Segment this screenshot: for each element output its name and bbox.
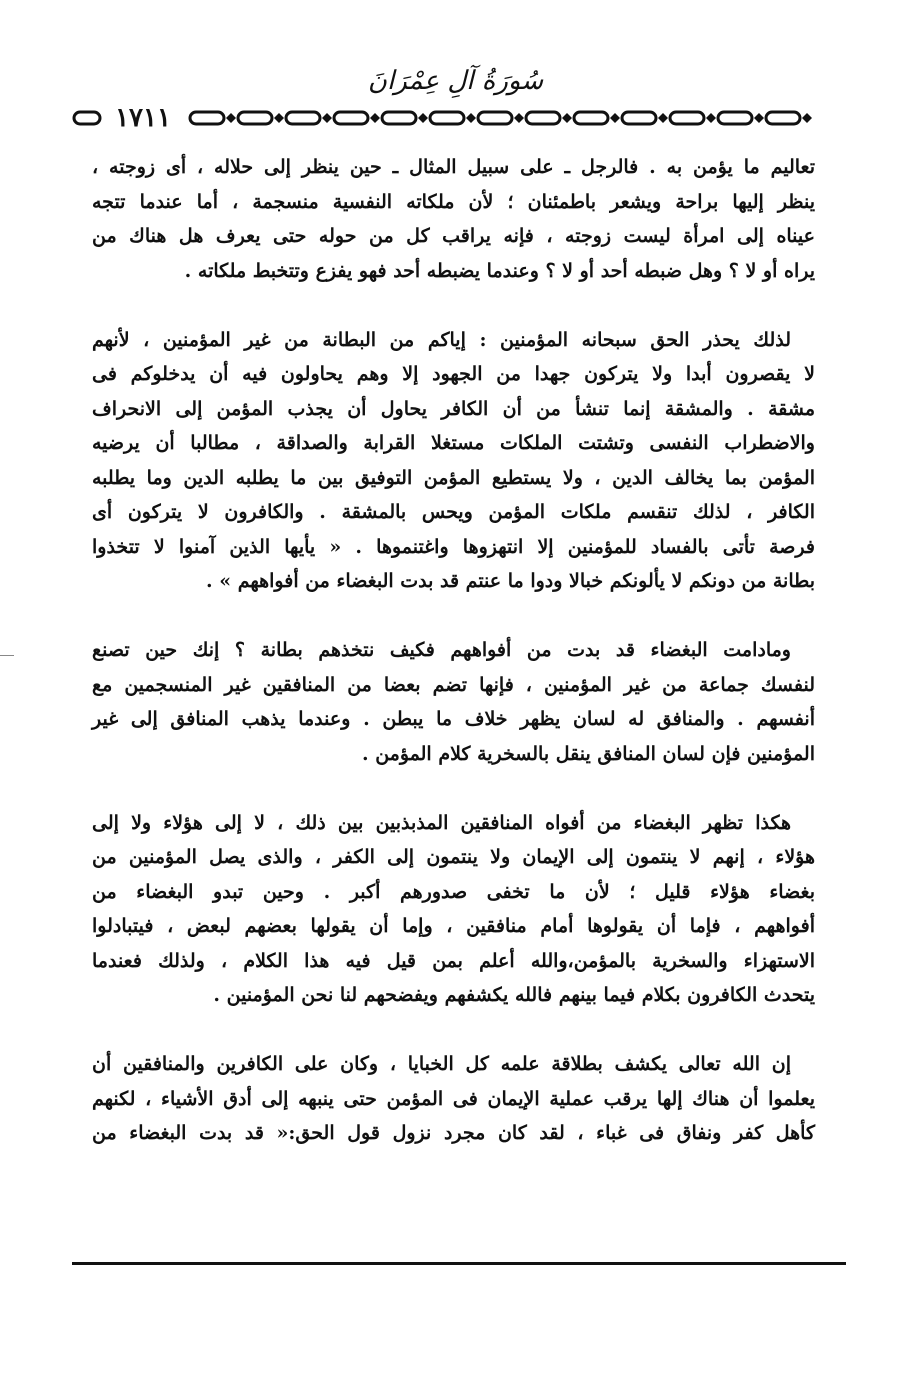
text-line: لا يقصرون أبدا ولا يتركون جهدا من الجهود إلا وهم يحاولون فيه أن يدخلوكم فى — [92, 363, 815, 385]
paragraph-2 — [92, 323, 815, 599]
text-line: ومادامت البغضاء قد بدت من أفواههم فكيف نتخذهم بطانة ؟ إنك حين تصنع — [92, 639, 791, 661]
text-line: بغضاء هؤلاء قليل ؛ لأن ما تخفى صدورهم أكبر . وحين تبدو البغضاء من — [92, 880, 815, 903]
ornamental-chain-icon — [72, 100, 842, 136]
paragraph-5 — [92, 1047, 815, 1151]
text-line: هؤلاء ، إنهم لا ينتمون إلى الإيمان ولا ينتمون إلى الكفر ، والذى يصل المؤمنين من — [92, 846, 815, 868]
text-line: الاستهزاء والسخرية بالمؤمن،والله أعلم بمن قيل فيه هذا الكلام ، ولذلك فعندما — [92, 949, 815, 972]
text-line: المؤمنين فإن لسان المنافق ينقل بالسخرية كلام المؤمن . — [361, 742, 815, 765]
text-line: لذلك يحذر الحق سبحانه المؤمنين : إياكم من البطانة من غير المؤمنين ، لأنهم — [92, 328, 791, 351]
text-line: يراه أو لا ؟ وهل ضبطه أحد أو لا ؟ وعندما يضبطه أحد فهو يفزع وتتخبط ملكاته . — [184, 259, 815, 282]
text-line: يتحدث الكافرون بكلام فيما بينهم فالله يكشفهم ويفضحهم لنا نحن المؤمنين . — [213, 984, 815, 1006]
page-number: ١٧١١ — [103, 100, 183, 136]
text-line: كأهل كفر ونفاق فى غباء ، لقد كان مجرد نزول قول الحق:« قد بدت البغضاء من — [92, 1122, 815, 1144]
ornamental-border — [72, 100, 842, 136]
text-line: لنفسك جماعة من غير المؤمنين ، فإنها تضم بعضا من المنافقين غير المنسجمين مع — [92, 673, 815, 696]
body-text — [92, 150, 815, 1185]
text-line: أفواههم ، فإما أن يقولوها أمام منافقين ، وإما أن يقولها بعضهم لبعض ، فيتبادلوا — [92, 915, 815, 937]
margin-mark — [0, 655, 14, 656]
text-line: يعلموا أن هناك إلها يرقب عملية الإيمان فى المؤمن حتى ينبهه إلى أدق الأشياء ، لكنهم — [92, 1087, 815, 1110]
text-line: ينظر إليها براحة ويشعر باطمئنان ؛ لأن ملكاته النفسية منسجمة ، أما عندما تتجه — [92, 190, 815, 213]
text-line: بطانة من دونكم لا يألونكم خبالا ودوا ما عنتم قد بدت البغضاء من أفواههم » . — [206, 570, 815, 592]
surah-title: سُورَةُ آلِ عِمْرَانَ — [367, 66, 544, 96]
text-line: أنفسهم . والمنافق له لسان يظهر خلاف ما يبطن . وعندما يذهب المنافق إلى غير — [92, 708, 815, 730]
text-line: هكذا تظهر البغضاء من أفواه المنافقين المذبذبين بين ذلك ، لا إلى هؤلاء ولا إلى — [92, 811, 791, 834]
footer-rule — [72, 1262, 846, 1265]
text-line: مشقة . والمشقة إنما تنشأ من أن الكافر يحاول أن يجذب المؤمن إلى الانحراف — [92, 397, 815, 420]
text-line: إن الله تعالى يكشف بطلاقة علمه كل الخبايا ، وكان على الكافرين والمنافقين أن — [92, 1053, 791, 1075]
text-line: والاضطراب النفسى وتشتت الملكات مستغلا القرابة والصداقة ، مطالبا أن يرضيه — [92, 432, 815, 454]
text-line: عيناه إلى امرأة ليست زوجته ، فإنه يراقب كل من حوله حتى يعرف هل هناك من — [92, 225, 815, 247]
paragraph-4 — [92, 806, 815, 1013]
paragraph-3 — [92, 633, 815, 771]
text-line: تعاليم ما يؤمن به . فالرجل ـ على سبيل المثال ـ حين ينظر إلى حلاله ، أى زوجته ، — [92, 156, 815, 178]
text-line: الكافر ، لذلك تنقسم ملكات المؤمن ويحس بالمشقة . والكافرون لا يتركون أى — [92, 501, 815, 523]
text-line: فرصة تأتى بالفساد للمؤمنين إلا انتهزوها واغتنموها . « يأيها الذين آمنوا لا تتخذوا — [92, 535, 815, 558]
text-line: المؤمن بما يخالف الدين ، ولا يستطيع المؤمن التوفيق بين ما يطلبه الدين وما يطلبه — [92, 466, 815, 489]
paragraph-1 — [92, 150, 815, 288]
